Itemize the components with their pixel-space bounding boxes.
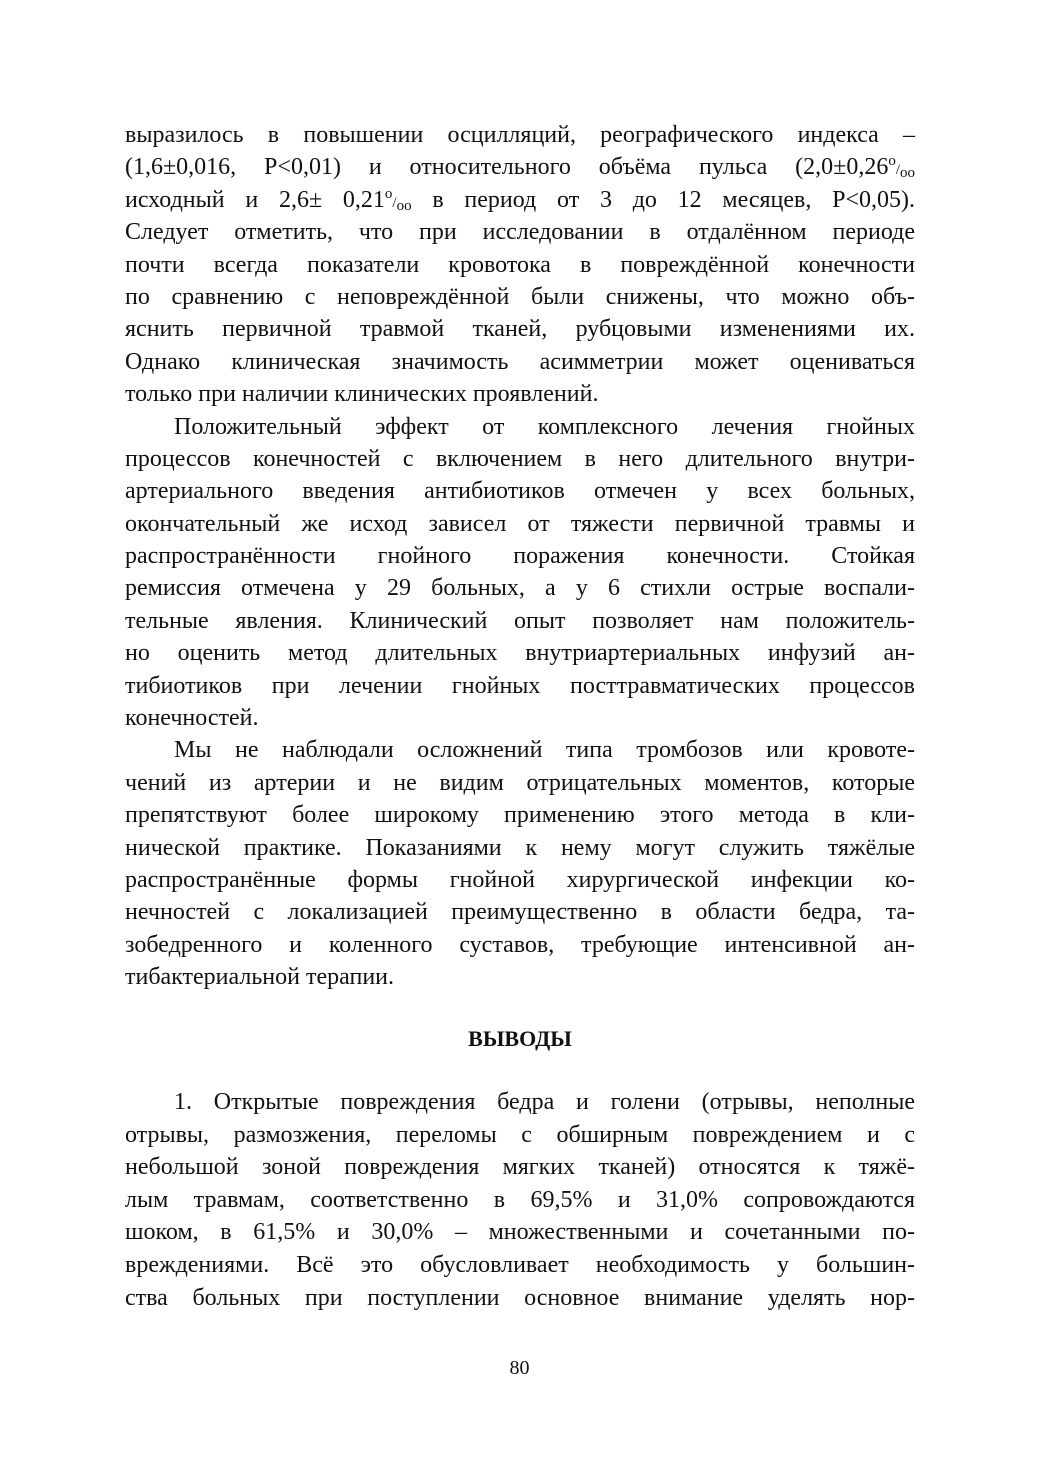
- text-line: почти всегда показатели кровотока в повреждённой конечности: [125, 251, 915, 278]
- text-line: нечностей с локализацией преимущественно в области бедра, та-: [125, 899, 915, 926]
- text-line: [125, 151, 915, 183]
- text-line: но оценить метод длительных внутриартериальных инфузий ан-: [125, 640, 915, 667]
- text-line: Следует отметить, что при исследовании в отдалённом периоде: [125, 219, 915, 246]
- text-line: конечностей.: [125, 705, 259, 732]
- text-line: вреждениями. Всё это обусловливает необходимость у большин-: [125, 1251, 915, 1278]
- permille-sign: $^о/_{оо}$: [888, 153, 915, 182]
- text-fragment: исходный и 2,6± 0,21: [125, 186, 385, 213]
- text-line: только при наличии клинических проявлений.: [125, 381, 599, 408]
- text-line: яснить первичной травмой тканей, рубцовыми изменениями их.: [125, 316, 915, 343]
- page-number: 80: [509, 1357, 530, 1379]
- text-line: чений из артерии и не видим отрицательных моментов, которые: [125, 769, 915, 796]
- text-line: тибиотиков при лечении гнойных посттравматических процессов: [125, 672, 915, 699]
- text-line: нической практике. Показаниями к нему могут служить тяжёлые: [125, 834, 915, 861]
- paragraph-first-line: Положительный эффект от комплексного лечения гнойных: [174, 413, 915, 440]
- text-line: ремиссия отмечена у 29 больных, а у 6 стихли острые воспали-: [125, 575, 915, 602]
- text-line: лым травмам, соответственно в 69,5% и 31,0% сопровождаются: [125, 1186, 915, 1213]
- text-line: [125, 184, 915, 216]
- text-line: ства больных при поступлении основное внимание уделять нор-: [125, 1284, 915, 1311]
- conclusions-text: [125, 1086, 915, 1314]
- text-line: процессов конечностей с включением в него длительного внутри-: [125, 445, 915, 472]
- text-line: распространённые формы гнойной хирургической инфекции ко-: [125, 866, 915, 893]
- text-line: зобедренного и коленного суставов, требующие интенсивной ан-: [125, 931, 915, 958]
- text-line: окончательный же исход зависел от тяжести первичной травмы и: [125, 510, 915, 537]
- text-line: шоком, в 61,5% и 30,0% – множественными и сочетанными по-: [125, 1219, 915, 1246]
- section-heading: ВЫВОДЫ: [468, 1026, 572, 1051]
- text-line: распространённости гнойного поражения конечности. Стойкая: [125, 543, 915, 570]
- text-line: тельные явления. Клинический опыт позволяет нам положитель-: [125, 607, 915, 634]
- paragraph-first-line: Мы не наблюдали осложнений типа тромбозов или кровоте-: [174, 737, 915, 764]
- text-line: выразилось в повышении осцилляций, реографического индекса –: [125, 122, 915, 148]
- text-fragment: в период от 3 до 12 месяцев, Р<0,05).: [411, 186, 916, 213]
- body-text: [125, 119, 915, 994]
- paragraph-first-line: 1. Открытые повреждения бедра и голени (отрывы, неполные: [174, 1089, 915, 1115]
- permille-sign: $^о/_{оо}$: [384, 185, 412, 214]
- text-fragment: (1,6±0,016, Р<0,01) и относительного объёма пульса (2,0±0,26: [125, 154, 889, 181]
- text-line: артериального введения антибиотиков отмечен у всех больных,: [125, 478, 915, 505]
- text-line: небольшой зоной повреждения мягких тканей) относятся к тяжё-: [125, 1154, 915, 1181]
- text-line: по сравнению с неповреждённой были снижены, что можно объ-: [125, 283, 915, 310]
- text-line: препятствуют более широкому применению этого метода в кли-: [125, 802, 915, 829]
- text-line: тибактериальной терапии.: [125, 964, 395, 991]
- text-line: Однако клиническая значимость асимметрии может оцениваться: [125, 348, 915, 375]
- text-line: отрывы, размозжения, переломы с обширным повреждением и с: [125, 1121, 915, 1148]
